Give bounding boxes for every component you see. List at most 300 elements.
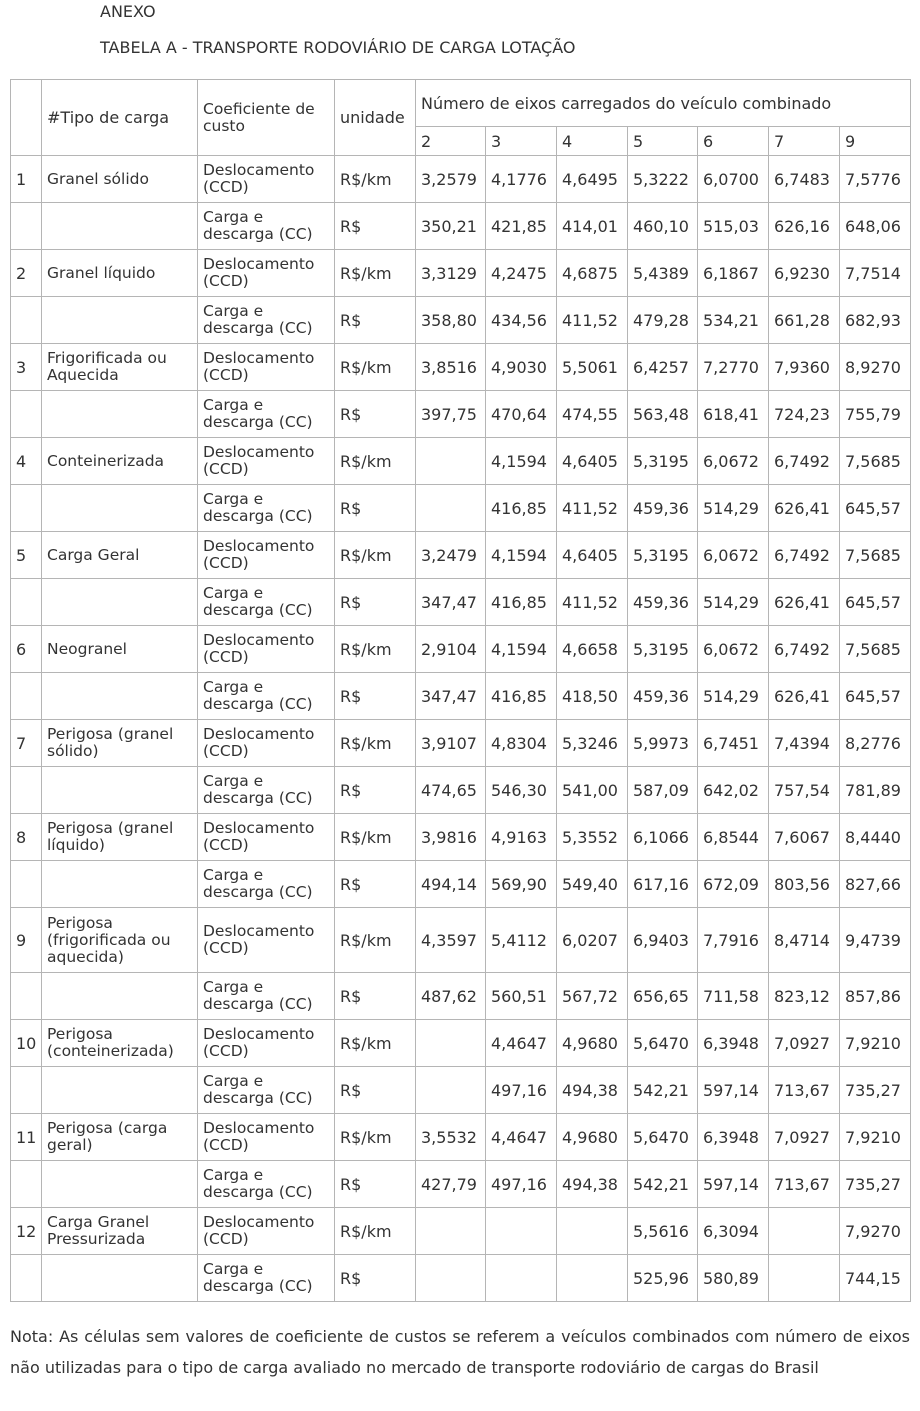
- axle-header-cell: 4: [557, 127, 628, 156]
- value-cell: 744,15: [840, 1255, 911, 1302]
- value-cell: 494,14: [416, 861, 486, 908]
- empty-cell: [11, 1067, 42, 1114]
- value-cell: 4,9680: [557, 1114, 628, 1161]
- coef-label-cell: Carga e descarga (CC): [198, 767, 335, 814]
- table-row: [11, 391, 911, 438]
- row-index-cell: 1: [11, 156, 42, 203]
- cargo-type-cell: Carga Geral: [42, 532, 198, 579]
- value-cell: 735,27: [840, 1161, 911, 1208]
- value-cell: 416,85: [486, 673, 557, 720]
- value-cell: 8,4714: [769, 908, 840, 973]
- table-row: [11, 1020, 911, 1067]
- value-cell: 497,16: [486, 1161, 557, 1208]
- row-index-cell: 12: [11, 1208, 42, 1255]
- cargo-type-cell: Perigosa (granel líquido): [42, 814, 198, 861]
- coef-label-cell: Carga e descarga (CC): [198, 203, 335, 250]
- value-cell: 459,36: [628, 673, 698, 720]
- value-cell: 479,28: [628, 297, 698, 344]
- table-row: [11, 438, 911, 485]
- value-cell: 347,47: [416, 579, 486, 626]
- row-index-cell: 10: [11, 1020, 42, 1067]
- value-cell: 4,1594: [486, 532, 557, 579]
- value-cell: 4,9680: [557, 1020, 628, 1067]
- value-cell: 827,66: [840, 861, 911, 908]
- value-cell: 5,9973: [628, 720, 698, 767]
- empty-cell: [11, 973, 42, 1020]
- unit-cell: R$/km: [335, 156, 416, 203]
- value-cell: 6,8544: [698, 814, 769, 861]
- value-cell: 4,6495: [557, 156, 628, 203]
- coef-label-cell: Deslocamento (CCD): [198, 814, 335, 861]
- unit-cell: R$: [335, 297, 416, 344]
- value-cell: 6,7492: [769, 532, 840, 579]
- unit-cell: R$: [335, 861, 416, 908]
- row-index-cell: 6: [11, 626, 42, 673]
- value-cell: [416, 1255, 486, 1302]
- value-cell: 7,9210: [840, 1114, 911, 1161]
- value-cell: 6,3094: [698, 1208, 769, 1255]
- value-cell: 3,2479: [416, 532, 486, 579]
- value-cell: 648,06: [840, 203, 911, 250]
- value-cell: 597,14: [698, 1161, 769, 1208]
- value-cell: 672,09: [698, 861, 769, 908]
- value-cell: 416,85: [486, 579, 557, 626]
- value-cell: 514,29: [698, 673, 769, 720]
- cargo-type-cell: Neogranel: [42, 626, 198, 673]
- unit-cell: R$/km: [335, 814, 416, 861]
- value-cell: 2,9104: [416, 626, 486, 673]
- table-row: [11, 156, 911, 203]
- unit-cell: R$/km: [335, 532, 416, 579]
- value-cell: 4,2475: [486, 250, 557, 297]
- value-cell: 474,55: [557, 391, 628, 438]
- value-cell: 823,12: [769, 973, 840, 1020]
- axle-header-cell: 7: [769, 127, 840, 156]
- empty-cell: [11, 297, 42, 344]
- header-row: [11, 80, 911, 127]
- empty-cell: [11, 861, 42, 908]
- coef-label-cell: Deslocamento (CCD): [198, 1208, 335, 1255]
- value-cell: 4,6405: [557, 532, 628, 579]
- value-cell: 525,96: [628, 1255, 698, 1302]
- value-cell: 6,7451: [698, 720, 769, 767]
- axle-header-cell: 3: [486, 127, 557, 156]
- row-index-cell: 7: [11, 720, 42, 767]
- empty-cell: [42, 767, 198, 814]
- coef-label-cell: Carga e descarga (CC): [198, 673, 335, 720]
- cargo-type-cell: Granel líquido: [42, 250, 198, 297]
- empty-cell: [42, 861, 198, 908]
- value-cell: 5,3552: [557, 814, 628, 861]
- value-cell: 5,6470: [628, 1114, 698, 1161]
- axle-header-cell: 5: [628, 127, 698, 156]
- value-cell: 542,21: [628, 1067, 698, 1114]
- value-cell: 4,1594: [486, 626, 557, 673]
- coef-label-cell: Deslocamento (CCD): [198, 720, 335, 767]
- value-cell: 7,9270: [840, 1208, 911, 1255]
- empty-cell: [42, 297, 198, 344]
- value-cell: 6,9403: [628, 908, 698, 973]
- header-tipo-cell: #Tipo de carga: [42, 80, 198, 156]
- value-cell: 645,57: [840, 485, 911, 532]
- row-index-cell: 2: [11, 250, 42, 297]
- axle-header-cell: 6: [698, 127, 769, 156]
- value-cell: 460,10: [628, 203, 698, 250]
- value-cell: 3,3129: [416, 250, 486, 297]
- unit-cell: R$/km: [335, 908, 416, 973]
- coef-label-cell: Deslocamento (CCD): [198, 156, 335, 203]
- unit-cell: R$: [335, 1255, 416, 1302]
- value-cell: 5,5061: [557, 344, 628, 391]
- value-cell: 514,29: [698, 579, 769, 626]
- coef-label-cell: Carga e descarga (CC): [198, 579, 335, 626]
- table-row: [11, 861, 911, 908]
- value-cell: 803,56: [769, 861, 840, 908]
- unit-cell: R$: [335, 973, 416, 1020]
- value-cell: 411,52: [557, 297, 628, 344]
- coef-label-cell: Deslocamento (CCD): [198, 626, 335, 673]
- value-cell: [416, 485, 486, 532]
- unit-cell: R$: [335, 579, 416, 626]
- value-cell: 626,41: [769, 579, 840, 626]
- empty-cell: [42, 391, 198, 438]
- value-cell: 4,9163: [486, 814, 557, 861]
- header-eixos-cell: Número de eixos carregados do veículo combinado: [416, 80, 911, 127]
- value-cell: 567,72: [557, 973, 628, 1020]
- unit-cell: R$/km: [335, 720, 416, 767]
- cargo-type-cell: Perigosa (frigorificada ou aquecida): [42, 908, 198, 973]
- row-index-cell: 4: [11, 438, 42, 485]
- value-cell: 617,16: [628, 861, 698, 908]
- value-cell: 414,01: [557, 203, 628, 250]
- row-index-cell: 9: [11, 908, 42, 973]
- value-cell: 459,36: [628, 485, 698, 532]
- unit-cell: R$: [335, 203, 416, 250]
- coef-label-cell: Carga e descarga (CC): [198, 973, 335, 1020]
- value-cell: 418,50: [557, 673, 628, 720]
- table-row: [11, 720, 911, 767]
- table-row: [11, 203, 911, 250]
- value-cell: 682,93: [840, 297, 911, 344]
- value-cell: 6,0672: [698, 438, 769, 485]
- unit-cell: R$: [335, 391, 416, 438]
- unit-cell: R$/km: [335, 1208, 416, 1255]
- value-cell: 411,52: [557, 485, 628, 532]
- value-cell: 514,29: [698, 485, 769, 532]
- value-cell: 724,23: [769, 391, 840, 438]
- table-row: [11, 297, 911, 344]
- value-cell: 3,9816: [416, 814, 486, 861]
- value-cell: 8,2776: [840, 720, 911, 767]
- freight-cost-table: [10, 79, 911, 1302]
- coef-label-cell: Deslocamento (CCD): [198, 908, 335, 973]
- value-cell: 470,64: [486, 391, 557, 438]
- value-cell: 7,7514: [840, 250, 911, 297]
- row-index-cell: 8: [11, 814, 42, 861]
- value-cell: 597,14: [698, 1067, 769, 1114]
- value-cell: 546,30: [486, 767, 557, 814]
- coef-label-cell: Deslocamento (CCD): [198, 250, 335, 297]
- unit-cell: R$: [335, 1161, 416, 1208]
- value-cell: 7,9210: [840, 1020, 911, 1067]
- empty-cell: [11, 1255, 42, 1302]
- value-cell: 7,5776: [840, 156, 911, 203]
- unit-cell: R$/km: [335, 250, 416, 297]
- coef-label-cell: Carga e descarga (CC): [198, 485, 335, 532]
- value-cell: 474,65: [416, 767, 486, 814]
- value-cell: 534,21: [698, 297, 769, 344]
- value-cell: 6,4257: [628, 344, 698, 391]
- unit-cell: R$/km: [335, 438, 416, 485]
- value-cell: 3,2579: [416, 156, 486, 203]
- empty-cell: [11, 673, 42, 720]
- value-cell: 7,4394: [769, 720, 840, 767]
- unit-cell: R$: [335, 767, 416, 814]
- value-cell: 5,4389: [628, 250, 698, 297]
- value-cell: [416, 438, 486, 485]
- value-cell: 4,4647: [486, 1114, 557, 1161]
- cargo-type-cell: Granel sólido: [42, 156, 198, 203]
- value-cell: 3,9107: [416, 720, 486, 767]
- value-cell: 6,3948: [698, 1020, 769, 1067]
- unit-cell: R$/km: [335, 1020, 416, 1067]
- table-row: [11, 814, 911, 861]
- table-row: [11, 1114, 911, 1161]
- coef-label-cell: Carga e descarga (CC): [198, 1067, 335, 1114]
- value-cell: [486, 1255, 557, 1302]
- value-cell: 626,41: [769, 485, 840, 532]
- value-cell: 7,6067: [769, 814, 840, 861]
- value-cell: 6,7483: [769, 156, 840, 203]
- value-cell: 656,65: [628, 973, 698, 1020]
- value-cell: 5,3246: [557, 720, 628, 767]
- value-cell: 4,6875: [557, 250, 628, 297]
- value-cell: 6,0207: [557, 908, 628, 973]
- value-cell: 7,5685: [840, 532, 911, 579]
- value-cell: 542,21: [628, 1161, 698, 1208]
- empty-cell: [11, 485, 42, 532]
- unit-cell: R$: [335, 673, 416, 720]
- value-cell: 5,3222: [628, 156, 698, 203]
- empty-cell: [42, 203, 198, 250]
- row-index-cell: 11: [11, 1114, 42, 1161]
- value-cell: 661,28: [769, 297, 840, 344]
- value-cell: 713,67: [769, 1161, 840, 1208]
- value-cell: 4,1594: [486, 438, 557, 485]
- value-cell: 8,9270: [840, 344, 911, 391]
- value-cell: 459,36: [628, 579, 698, 626]
- value-cell: 6,0672: [698, 532, 769, 579]
- coef-label-cell: Deslocamento (CCD): [198, 344, 335, 391]
- cargo-type-cell: Perigosa (conteinerizada): [42, 1020, 198, 1067]
- table-row: [11, 908, 911, 973]
- value-cell: 645,57: [840, 673, 911, 720]
- value-cell: 6,0672: [698, 626, 769, 673]
- value-cell: 434,56: [486, 297, 557, 344]
- value-cell: 735,27: [840, 1067, 911, 1114]
- footnote: Nota: As células sem valores de coeficiente de custos se referem a veículos combinados com número de eixos não utilizadas para o tipo de carga avaliado no mercado de transporte rodoviário de cargas do Brasil: [10, 1327, 910, 1377]
- value-cell: 8,4440: [840, 814, 911, 861]
- row-index-cell: 3: [11, 344, 42, 391]
- value-cell: 642,02: [698, 767, 769, 814]
- value-cell: 347,47: [416, 673, 486, 720]
- unit-cell: R$/km: [335, 1114, 416, 1161]
- value-cell: 580,89: [698, 1255, 769, 1302]
- value-cell: [416, 1208, 486, 1255]
- table-row: [11, 1208, 911, 1255]
- coef-label-cell: Deslocamento (CCD): [198, 532, 335, 579]
- annex-label: ANEXO: [100, 2, 156, 21]
- table-row: [11, 250, 911, 297]
- value-cell: 4,8304: [486, 720, 557, 767]
- value-cell: 3,8516: [416, 344, 486, 391]
- axle-header-cell: 2: [416, 127, 486, 156]
- value-cell: 350,21: [416, 203, 486, 250]
- value-cell: 4,6405: [557, 438, 628, 485]
- coef-label-cell: Carga e descarga (CC): [198, 297, 335, 344]
- value-cell: 6,3948: [698, 1114, 769, 1161]
- value-cell: 560,51: [486, 973, 557, 1020]
- value-cell: 713,67: [769, 1067, 840, 1114]
- empty-cell: [42, 485, 198, 532]
- empty-cell: [42, 579, 198, 626]
- value-cell: 757,54: [769, 767, 840, 814]
- cargo-type-cell: Carga Granel Pressurizada: [42, 1208, 198, 1255]
- unit-cell: R$/km: [335, 626, 416, 673]
- value-cell: 5,4112: [486, 908, 557, 973]
- coef-label-cell: Carga e descarga (CC): [198, 1161, 335, 1208]
- empty-cell: [11, 203, 42, 250]
- value-cell: 5,5616: [628, 1208, 698, 1255]
- value-cell: 4,6658: [557, 626, 628, 673]
- value-cell: 5,3195: [628, 438, 698, 485]
- empty-cell: [42, 673, 198, 720]
- empty-cell: [42, 1067, 198, 1114]
- empty-cell: [11, 767, 42, 814]
- table-row: [11, 532, 911, 579]
- value-cell: 4,9030: [486, 344, 557, 391]
- row-index-cell: 5: [11, 532, 42, 579]
- value-cell: 569,90: [486, 861, 557, 908]
- table-row: [11, 626, 911, 673]
- value-cell: [557, 1208, 628, 1255]
- value-cell: 416,85: [486, 485, 557, 532]
- cargo-type-cell: Perigosa (carga geral): [42, 1114, 198, 1161]
- value-cell: 618,41: [698, 391, 769, 438]
- value-cell: 5,3195: [628, 532, 698, 579]
- header-coef-cell: Coeficiente de custo: [198, 80, 335, 156]
- value-cell: 755,79: [840, 391, 911, 438]
- value-cell: 6,1066: [628, 814, 698, 861]
- header-unidade-cell: unidade: [335, 80, 416, 156]
- value-cell: 7,5685: [840, 438, 911, 485]
- empty-cell: [11, 579, 42, 626]
- coef-label-cell: Carga e descarga (CC): [198, 1255, 335, 1302]
- value-cell: 781,89: [840, 767, 911, 814]
- empty-cell: [42, 1255, 198, 1302]
- cargo-type-cell: Conteinerizada: [42, 438, 198, 485]
- coef-label-cell: Deslocamento (CCD): [198, 438, 335, 485]
- value-cell: [416, 1067, 486, 1114]
- value-cell: 857,86: [840, 973, 911, 1020]
- table-row: [11, 485, 911, 532]
- value-cell: 7,9360: [769, 344, 840, 391]
- value-cell: [416, 1020, 486, 1067]
- table-row: [11, 767, 911, 814]
- axle-header-cell: 9: [840, 127, 911, 156]
- unit-cell: R$: [335, 1067, 416, 1114]
- value-cell: 541,00: [557, 767, 628, 814]
- value-cell: 6,7492: [769, 626, 840, 673]
- value-cell: 494,38: [557, 1067, 628, 1114]
- coef-label-cell: Carga e descarga (CC): [198, 391, 335, 438]
- value-cell: 3,5532: [416, 1114, 486, 1161]
- coef-label-cell: Carga e descarga (CC): [198, 861, 335, 908]
- value-cell: 6,1867: [698, 250, 769, 297]
- table-row: [11, 1067, 911, 1114]
- value-cell: 487,62: [416, 973, 486, 1020]
- table-row: [11, 344, 911, 391]
- cargo-type-cell: Perigosa (granel sólido): [42, 720, 198, 767]
- value-cell: [769, 1208, 840, 1255]
- value-cell: 6,7492: [769, 438, 840, 485]
- empty-cell: [11, 391, 42, 438]
- value-cell: 515,03: [698, 203, 769, 250]
- cargo-type-cell: Frigorificada ou Aquecida: [42, 344, 198, 391]
- value-cell: 7,0927: [769, 1114, 840, 1161]
- value-cell: 9,4739: [840, 908, 911, 973]
- table-row: [11, 673, 911, 720]
- table-row: [11, 1161, 911, 1208]
- value-cell: 358,80: [416, 297, 486, 344]
- value-cell: 587,09: [628, 767, 698, 814]
- empty-cell: [11, 1161, 42, 1208]
- value-cell: 549,40: [557, 861, 628, 908]
- value-cell: 7,0927: [769, 1020, 840, 1067]
- value-cell: 7,7916: [698, 908, 769, 973]
- table-title: TABELA A - TRANSPORTE RODOVIÁRIO DE CARGA LOTAÇÃO: [100, 38, 576, 57]
- value-cell: [557, 1255, 628, 1302]
- value-cell: [486, 1208, 557, 1255]
- unit-cell: R$/km: [335, 344, 416, 391]
- value-cell: 4,3597: [416, 908, 486, 973]
- value-cell: 411,52: [557, 579, 628, 626]
- value-cell: 626,41: [769, 673, 840, 720]
- value-cell: 494,38: [557, 1161, 628, 1208]
- value-cell: 6,9230: [769, 250, 840, 297]
- value-cell: 7,5685: [840, 626, 911, 673]
- coef-label-cell: Deslocamento (CCD): [198, 1020, 335, 1067]
- value-cell: 626,16: [769, 203, 840, 250]
- value-cell: 421,85: [486, 203, 557, 250]
- value-cell: 5,6470: [628, 1020, 698, 1067]
- empty-cell: [42, 1161, 198, 1208]
- table-row: [11, 973, 911, 1020]
- table-row: [11, 1255, 911, 1302]
- value-cell: 427,79: [416, 1161, 486, 1208]
- header-index-cell: [11, 80, 42, 156]
- value-cell: 4,1776: [486, 156, 557, 203]
- empty-cell: [42, 973, 198, 1020]
- value-cell: 5,3195: [628, 626, 698, 673]
- value-cell: 563,48: [628, 391, 698, 438]
- value-cell: [769, 1255, 840, 1302]
- value-cell: 397,75: [416, 391, 486, 438]
- value-cell: 4,4647: [486, 1020, 557, 1067]
- coef-label-cell: Deslocamento (CCD): [198, 1114, 335, 1161]
- value-cell: 645,57: [840, 579, 911, 626]
- unit-cell: R$: [335, 485, 416, 532]
